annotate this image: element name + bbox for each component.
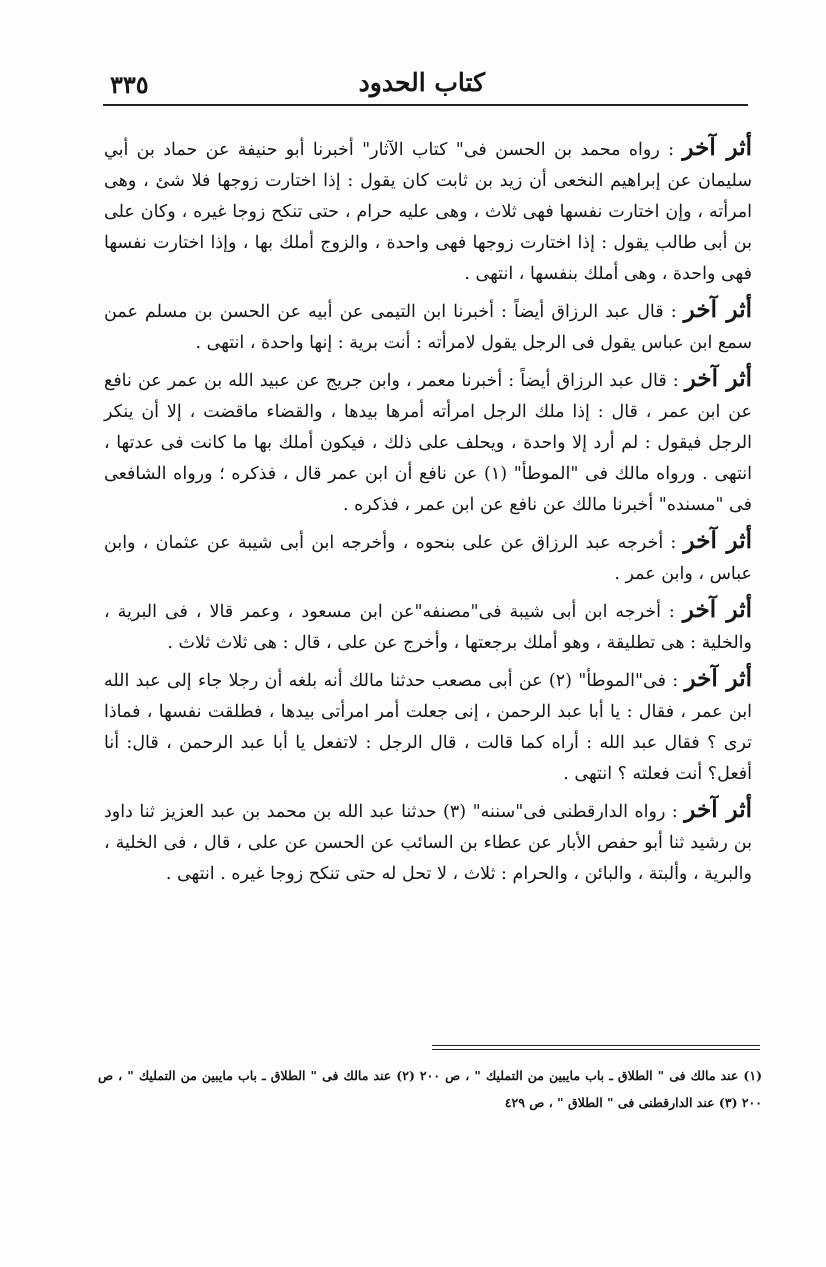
athar-paragraph — [104, 521, 752, 590]
athar-text: : قال عبد الرزاق أيضاً : أخبرنا معمر ، وابن جريج عن عبيد الله بن عمر عن نافع عن ابن عمر ، قال : إذا ملك الرجل امرأته أمرها بيدها ، والقضاء ماقضت ، إلا أن ينكر الرجل فيقول : لم أرد إلا واحدة ، ويحلف على ذلك ، فيكون أملك بها ما كانت فى عدتها ، انتهى . ورواه مالك فى "الموطأ" (١) عن نافع أن ابن عمر قال ، فذكره ؛ ورواه الشافعى فى "مسنده" أخبرنا مالك عن نافع عن ابن عمر ، فذكره . — [104, 371, 752, 515]
running-header — [110, 68, 750, 104]
athar-heading: أثر آخر — [684, 665, 752, 692]
chapter-title: كتاب الحدود — [358, 68, 485, 97]
athar-text: : رواه محمد بن الحسن فى" كتاب الآثار" أخبرنا أبو حنيفة عن حماد بن أبي سليمان عن إبراهيم النخعى أن زيد بن ثابت كان يقول : إذا اختارت زوجها فلا شئ ، وهى امرأته ، وإن اختارت نفسها فهى ثلاث ، وهى عليه حرام ، حتى تنكح زوجا غيره ، وكان على بن أبى طالب يقول : إذا اختارت زوجها فهى واحدة ، والزوج أملك بها ، وإذا اختارت نفسها فهى واحدة ، وهى أملك بنفسها ، انتهى . — [104, 140, 752, 284]
athar-paragraph — [104, 590, 752, 659]
footnote-divider — [432, 1045, 760, 1053]
athar-heading: أثر آخر — [683, 296, 752, 323]
footnotes: (١) عند مالك فى " الطلاق ـ باب مايبين من التمليك " ، ص ٢٠٠ (٢) عند مالك فى " الطلاق ـ باب مايبين من التمليك " ، ص ٢٠٠ (٣) عند الدارقطنى فى " الطلاق " ، ص ٤٢٩ — [98, 1068, 762, 1110]
athar-paragraph — [104, 659, 752, 790]
header-divider — [103, 104, 748, 106]
athar-text: : قال عبد الرزاق أيضاً : أخبرنا ابن التيمى عن أبيه عن الحسن بن مسلم عمن سمع ابن عباس يقول فى الرجل يقول لامرأته : أنت برية : إنها واحدة ، انتهى . — [104, 302, 752, 353]
athar-heading: أثر آخر — [683, 527, 752, 554]
athar-text: : رواه الدارقطنى فى"سننه" (٣) حدثنا عبد الله بن محمد بن عبد العزيز ثنا داود بن رشيد ثنا أبو حفص الأبار عن عطاء بن السائب عن الحسن عن على ، قال ، فى الخلية ، والبرية ، وألبتة ، والبائن ، والحرام : ثلاث ، لا تحل له حتى تنكح زوجا غيره . انتهى . — [104, 802, 752, 884]
athar-text: : أخرجه ابن أبى شيبة فى"مصنفه"عن ابن مسعود ، وعمر قالا ، فى البرية ، والخلية : هى تطليقة ، وهو أملك برجعتها ، وأخرج عن على ، قال : هى ثلاث ثلاث . — [104, 602, 752, 653]
athar-paragraph — [104, 128, 752, 290]
athar-paragraph — [104, 790, 752, 890]
athar-text: : فى"الموطأ" (٢) عن أبى مصعب حدثنا مالك أنه بلغه أن رجلا جاء إلى عبد الله ابن عمر ، فقال : يا أبا عبد الرحمن ، إنى جعلت أمر امرأتى بيدها ، فطلقت نفسها ، فماذا ترى ؟ فقال عبد الله : أراه كما قالت ، قال الرجل : لاتفعل يا أبا عبد الرحمن ، قال: أنا أفعل؟ أنت فعلته ؟ انتهى . — [104, 671, 752, 784]
page-number: ٣٣٥ — [110, 70, 149, 99]
athar-heading: أثر آخر — [684, 796, 752, 823]
athar-paragraph — [104, 290, 752, 359]
athar-text: : أخرجه عبد الرزاق عن على بنحوه ، وأخرجه ابن أبى شيبة عن عثمان ، وابن عباس ، وابن عمر . — [104, 533, 752, 584]
athar-heading: أثر آخر — [682, 596, 752, 623]
athar-heading: أثر آخر — [684, 365, 752, 392]
athar-heading: أثر آخر — [682, 134, 752, 161]
athar-paragraph — [104, 359, 752, 521]
main-text — [104, 128, 752, 890]
